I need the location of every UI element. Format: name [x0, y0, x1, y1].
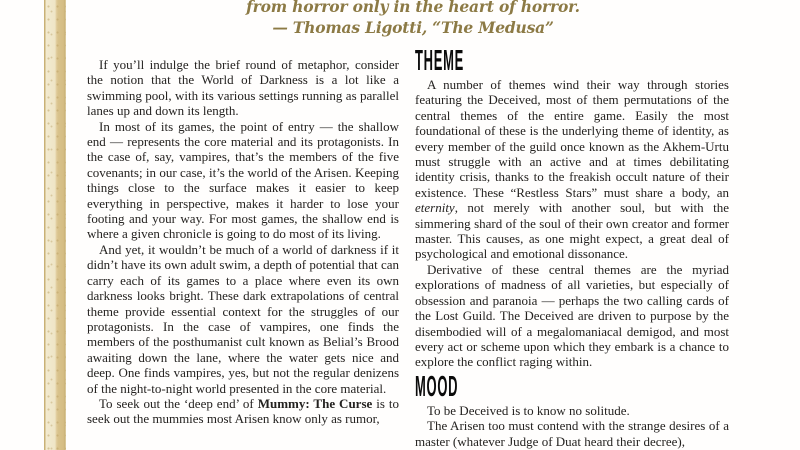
text-run: In most of its games, the point of entry — the shallow end — represents the core material and its protagonists. In the case of, say, vampires, that’s the members of the five covenants; in our case, it’s the world of the Arisen. Keeping things close to the surface makes it easier to keep everything in perspective, makes it harder to lose your footing and your way. For most games, the shallow end is where a given chronicle is going to do most of its living. [87, 118, 399, 242]
paragraph [87, 57, 399, 119]
section-mood [415, 370, 729, 449]
paragraph [415, 77, 729, 262]
text-run: , not merely with another soul, but with the simmering shard of the soul of their own creator and former master. This causes, as one might expect, a great deal of psychological and emotional dissonance. [415, 200, 729, 262]
epigraph-attribution: — Thomas Ligotti, “The Medusa” [272, 18, 554, 37]
text-run: Derivative of these central themes are the myriad explorations of madness of all varieties, but especially of obsession and paranoia — perhaps the two calling cards of the Lost Guild. The Deceived are driven to purpose by the disembodied will of a megalomaniacal demigod, and most every act or scheme upon which they embark is a chance to explore the conflict raging within. [415, 261, 729, 370]
text-run: The Arisen too must contend with the strange desires of a master (whatever Judge of Duat heard their decree), [415, 418, 729, 449]
text-run: A number of themes wind their way through stories featuring the Deceived, most of them permutations of the central themes of the entire game. Easily the most foundational of these is the underlying theme of identity, as every member of the guild once known as the Akhem-Urtu must struggle with an active and at times debilitating identity crisis, thanks to the freakish occult nature of their existence. These “Restless Stars” must share a body, an [415, 77, 729, 200]
epigraph-quote [66, 0, 760, 38]
paragraph [87, 396, 399, 427]
theme-paragraphs [415, 77, 729, 370]
section-theme [415, 50, 729, 370]
text-run: If you’ll indulge the brief round of metaphor, consider the notion that the World of Darkness is a lot like a swimming pool, with its various settings running as parallel lanes up and down its length. [87, 57, 399, 119]
paragraph [415, 262, 729, 370]
text-run: To seek out the ‘deep end’ of [99, 395, 258, 411]
mood-paragraphs [415, 403, 729, 449]
text-run: is to seek out the mummies most Arisen know only as rumor, [87, 395, 399, 427]
paragraph [415, 418, 729, 449]
section-heading-mood: MOOD [415, 370, 459, 403]
text-run: eternity [415, 200, 455, 216]
paragraph [87, 242, 399, 396]
epigraph-line: from horror only in the heart of horror. [246, 0, 580, 16]
text-run: To be Deceived is to know no solitude. [427, 402, 630, 418]
right-text-column [415, 50, 729, 450]
text-run: Mummy: The Curse [257, 395, 373, 411]
page-edge-decoration [44, 0, 66, 450]
text-run: And yet, it wouldn’t be much of a world of darkness if it didn’t have its own adult swim, a depth of potential that can carry each of its games to a place where even its own darkness looks bright. These dark extrapolations of central theme provide essential context for the struggles of our protagonists. In the case of vampires, one finds the members of the posthumanist cult known as Belial’s Brood awaiting down the lane, where the water gets nice and deep. One finds vampires, yes, but not the regular denizens of the night-to-night world presented in the core material. [87, 241, 399, 396]
section-heading-theme: THEME [415, 50, 464, 77]
left-text-column [87, 57, 399, 450]
paragraph [87, 119, 399, 242]
paragraph [415, 403, 729, 418]
